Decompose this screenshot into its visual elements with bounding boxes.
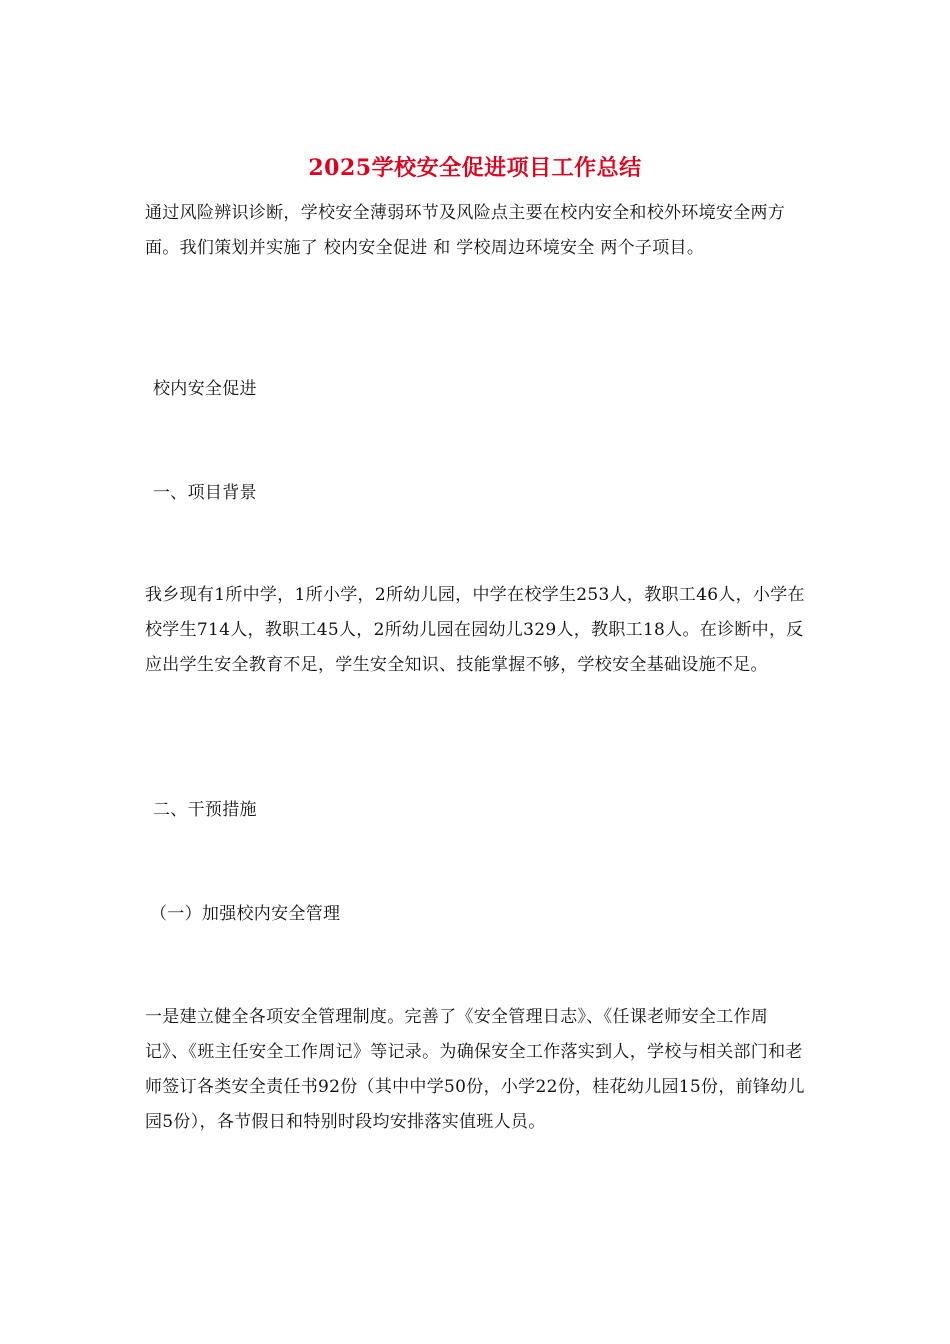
campus-management-paragraph: 一是建立健全各项安全管理制度。完善了《安全管理日志》、《任课老师安全工作周记》、《班主任安全工作周记》等记录。为确保安全工作落实到人，学校与相关部门和老师签订各类安全责任书92份（其中中学50份，小学22份，桂花幼儿园15份，前锋幼儿园5份），各节假日和特别时段均安排落实值班人员。 [145, 1007, 805, 1132]
heading-project-background: 一、项目背景 [153, 483, 257, 503]
intro-paragraph: 通过风险辨识诊断，学校安全薄弱环节及风险点主要在校内安全和校外环境安全两方面。我们策划并实施了 校内安全促进 和 学校周边环境安全 两个子项目。 [145, 203, 786, 258]
subheading-campus-management: （一）加强校内安全管理 [150, 904, 341, 924]
background-paragraph: 我乡现有1所中学，1所小学，2所幼儿园，中学在校学生253人，教职工46人，小学在校学生714人，教职工45人，2所幼儿园在园幼儿329人，教职工18人。在诊断中，反应出学生安全教育不足，学生安全知识、技能掌握不够，学校安全基础设施不足。 [145, 585, 805, 675]
heading-intervention-measures: 二、干预措施 [153, 800, 257, 820]
document-title: 2025学校安全促进项目工作总结 [308, 155, 642, 181]
section-heading-campus-safety: 校内安全促进 [153, 379, 257, 399]
